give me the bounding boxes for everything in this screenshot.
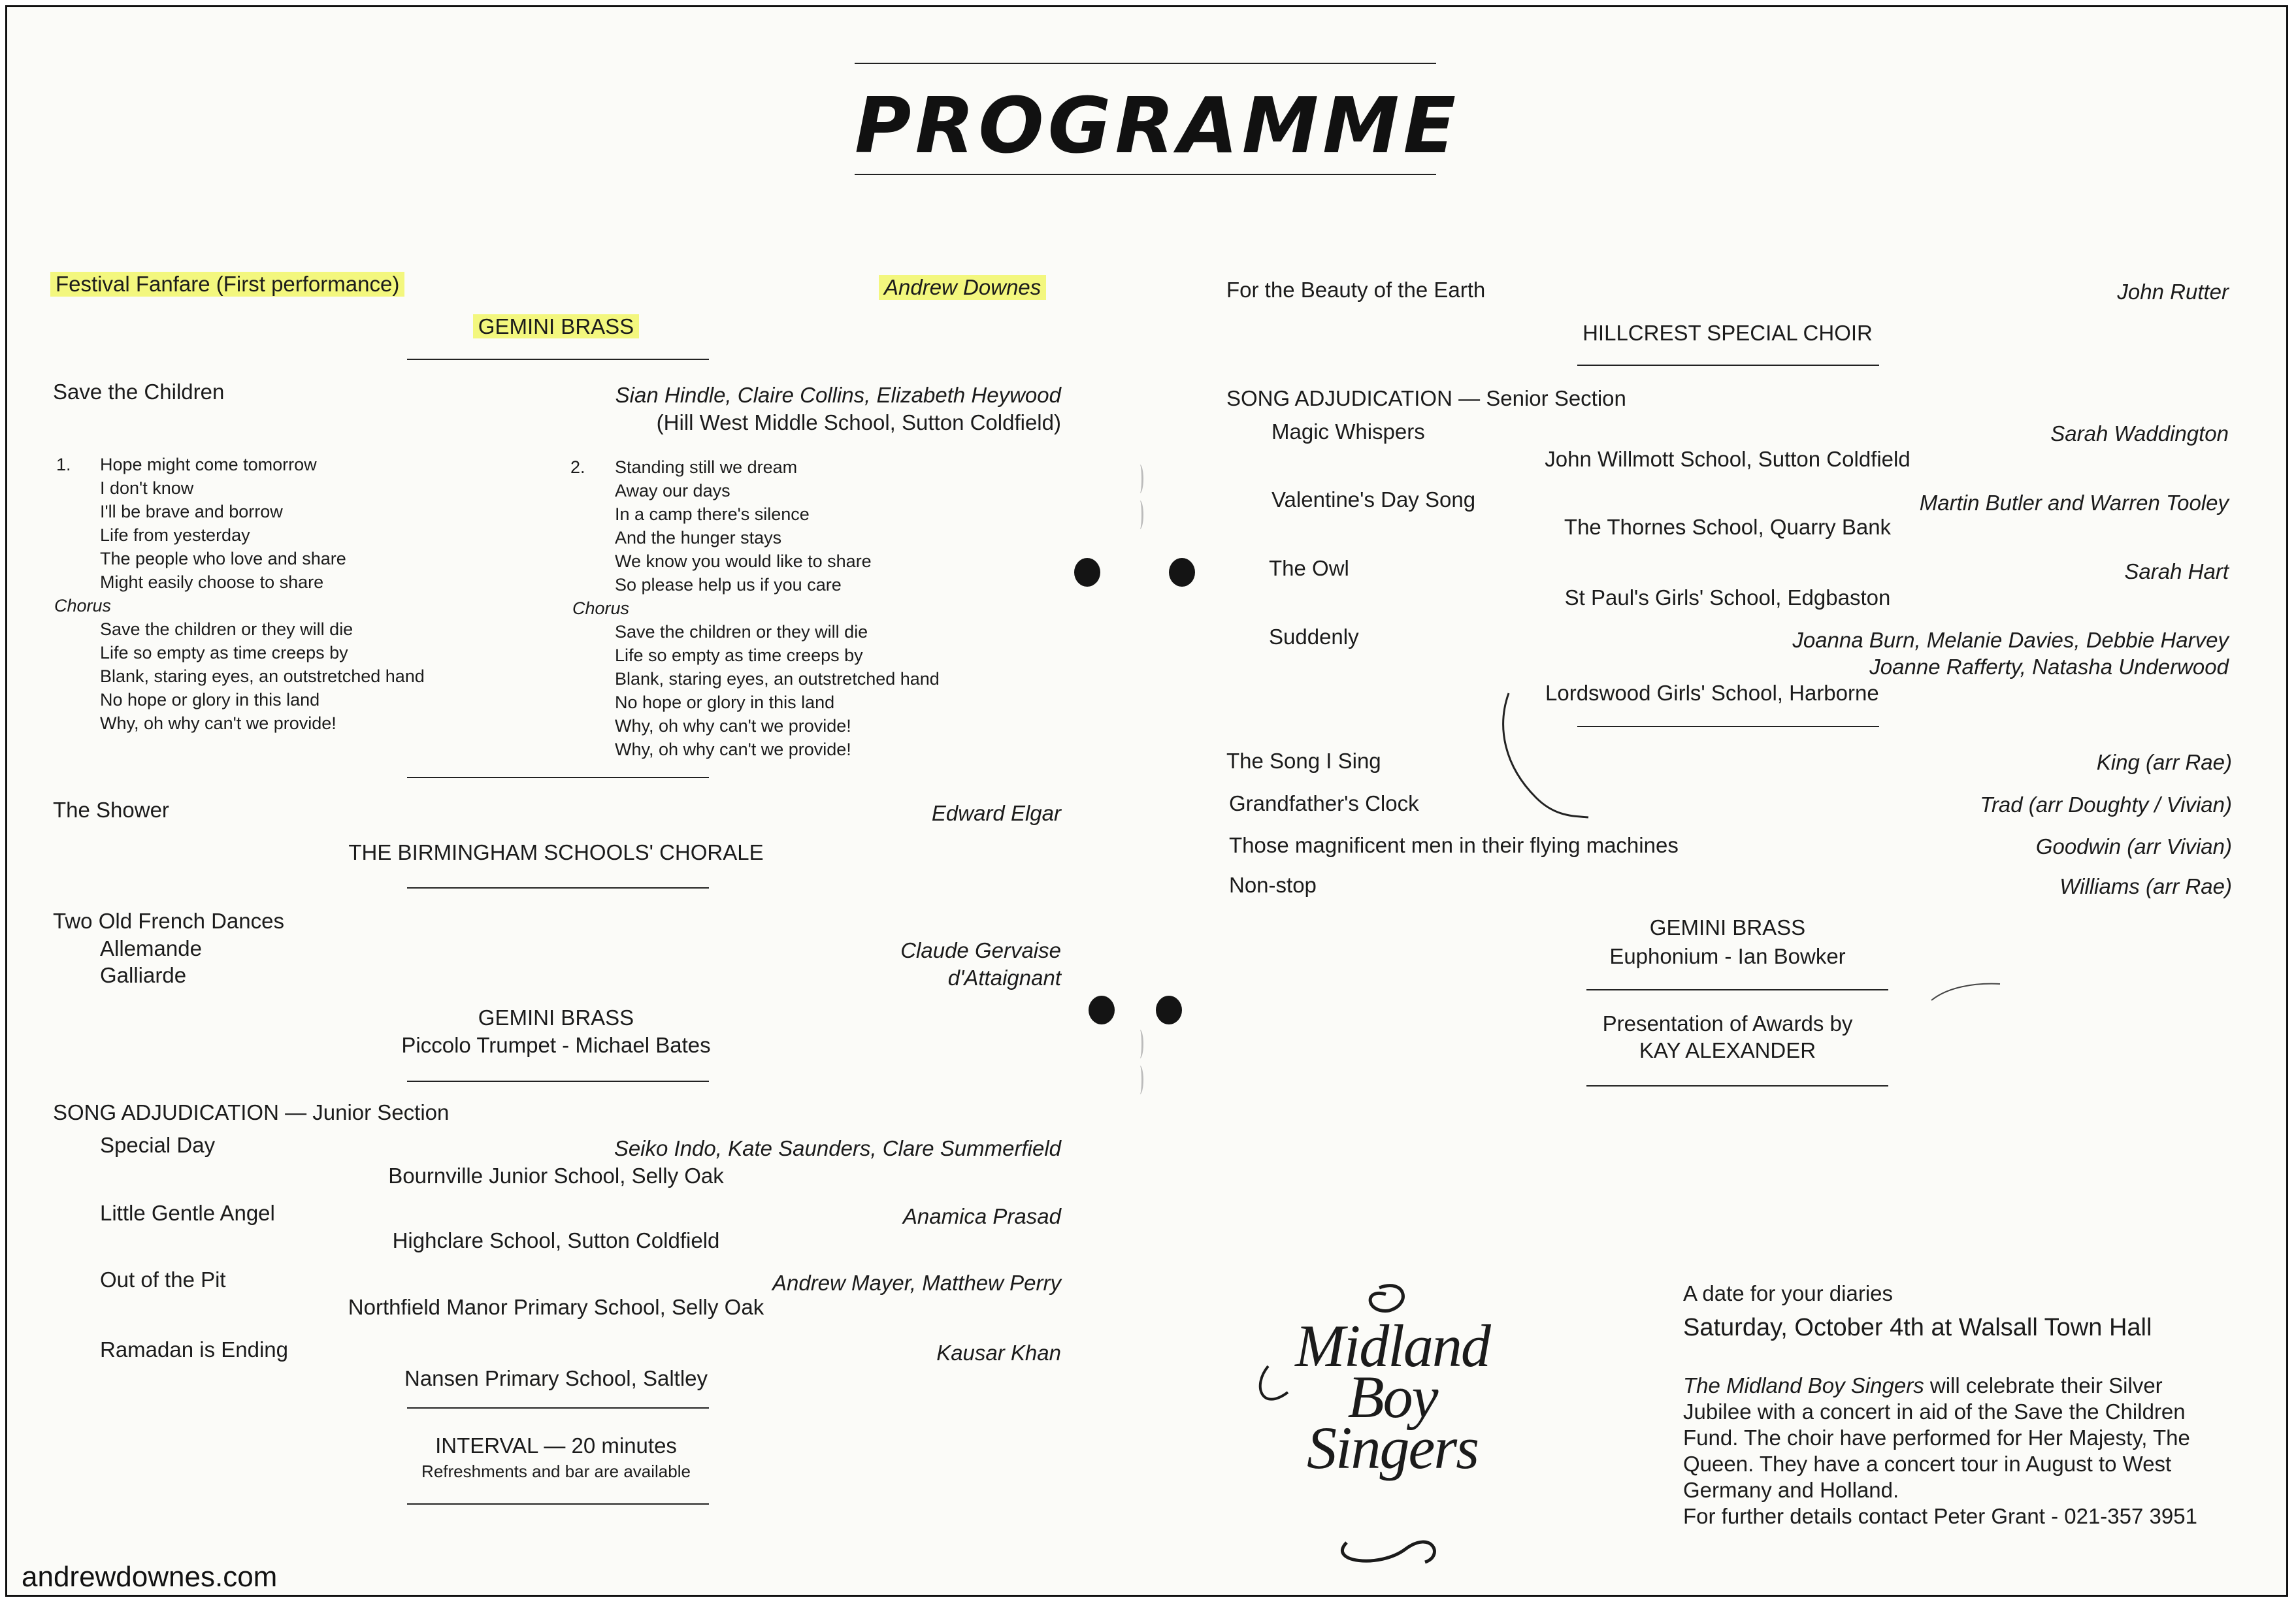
senior-song-school: John Willmott School, Sutton Coldfield: [1545, 447, 1911, 471]
diary-body: [1683, 1373, 2197, 1529]
fold-mark: [1136, 1066, 1143, 1094]
senior-song-composers-cont: Joanne Rafferty, Natasha Underwood: [1869, 655, 2229, 679]
senior-song-title: Valentine's Day Song: [1271, 487, 1476, 512]
diary-date: Saturday, October 4th at Walsall Town Hall: [1683, 1314, 2152, 1341]
choir-name: The Midland Boy Singers: [1683, 1373, 1924, 1398]
programme-sheet: [5, 5, 2288, 1597]
dances-title: Two Old French Dances: [53, 909, 284, 933]
divider: [1586, 1085, 1888, 1087]
save-school: (Hill West Middle School, Sutton Coldfield): [656, 410, 1061, 434]
diary-line: Germany and Holland.: [1683, 1478, 1899, 1502]
divider: [407, 1407, 709, 1409]
lyric-line: Save the children or they will die: [615, 622, 868, 642]
verse-1: [100, 453, 346, 594]
lyric-line: Away our days: [615, 481, 730, 500]
brass-set-title: Grandfather's Clock: [1229, 791, 1419, 815]
senior-song-title: Magic Whispers: [1271, 419, 1425, 444]
senior-song-school: Lordswood Girls' School, Harborne: [1545, 681, 1879, 705]
dances-soloist: Piccolo Trumpet - Michael Bates: [401, 1033, 711, 1057]
lyric-line: Blank, staring eyes, an outstretched hand: [100, 666, 425, 686]
beauty-title: For the Beauty of the Earth: [1226, 278, 1486, 302]
lyric-line: In a camp there's silence: [615, 504, 810, 524]
divider: [1586, 989, 1888, 990]
lyric-line: I'll be brave and borrow: [100, 502, 283, 521]
pencil-mark: [1928, 977, 2007, 1004]
senior-song-school: The Thornes School, Quarry Bank: [1564, 515, 1892, 539]
beauty-composer: John Rutter: [2117, 280, 2229, 304]
title-bottom-rule: [855, 174, 1436, 175]
divider: [407, 1081, 709, 1082]
website-watermark: andrewdownes.com: [22, 1561, 278, 1593]
junior-song-title: Little Gentle Angel: [100, 1201, 275, 1225]
divider: [407, 777, 709, 778]
lyric-line: And the hunger stays: [615, 528, 782, 548]
interval-title: INTERVAL — 20 minutes: [435, 1433, 677, 1458]
chorus-label: Chorus: [572, 598, 630, 618]
junior-song-school: Highclare School, Sutton Coldfield: [392, 1228, 720, 1252]
divider: [1577, 365, 1879, 366]
lyric-line: No hope or glory in this land: [100, 690, 320, 710]
lyric-line: I don't know: [100, 478, 194, 498]
brass-set-title: Non-stop: [1229, 873, 1317, 897]
fold-mark: [1136, 1030, 1143, 1058]
pencil-mark: [1490, 687, 1608, 830]
save-title: Save the Children: [53, 380, 225, 404]
junior-song-composers: Kausar Khan: [936, 1341, 1061, 1365]
logo-word: Singers: [1307, 1414, 1478, 1481]
senior-song-composers: Martin Butler and Warren Tooley: [1919, 491, 2229, 515]
lyric-line: Why, oh why can't we provide!: [615, 716, 851, 736]
title-top-rule: [855, 63, 1436, 64]
lyric-line: Blank, staring eyes, an outstretched hand: [615, 669, 940, 689]
awards-presenter: KAY ALEXANDER: [1639, 1038, 1816, 1062]
lyric-line: The people who love and share: [100, 549, 346, 568]
lyric-line: Standing still we dream: [615, 457, 798, 477]
dance-composer-2: d'Attaignant: [947, 966, 1061, 990]
shower-title: The Shower: [53, 798, 169, 822]
diary-line: Fund. The choir have performed for Her Majesty, The: [1683, 1426, 2190, 1450]
interval-note: Refreshments and bar are available: [421, 1462, 691, 1481]
lyric-line: We know you would like to share: [615, 551, 872, 571]
lyric-line: So please help us if you care: [615, 575, 842, 595]
junior-song-title: Special Day: [100, 1133, 216, 1157]
junior-song-school: Bournville Junior School, Selly Oak: [388, 1164, 724, 1188]
junior-song-composers: Andrew Mayer, Matthew Perry: [772, 1271, 1061, 1295]
brass-set-title: The Song I Sing: [1226, 749, 1381, 773]
dance-composer-1: Claude Gervaise: [900, 938, 1061, 962]
diary-line: Jubilee with a concert in aid of the Save the Children: [1683, 1399, 2186, 1424]
lyric-line: Why, oh why can't we provide!: [615, 740, 851, 759]
brass-set-composer: Trad (arr Doughty / Vivian): [1980, 793, 2232, 817]
lyric-line: Life so empty as time creeps by: [615, 646, 863, 665]
fold-mark: [1136, 500, 1143, 529]
diary-line: Queen. They have a concert tour in August to West: [1683, 1452, 2172, 1476]
fanfare-composer: Andrew Downes: [879, 275, 1046, 300]
chorus-2: [615, 620, 940, 761]
divider: [1577, 726, 1879, 727]
senior-song-school: St Paul's Girls' School, Edgbaston: [1564, 585, 1891, 610]
chorus-label: Chorus: [54, 596, 112, 615]
senior-song-composers: Sarah Waddington: [2050, 421, 2229, 446]
brass-set-composer: Williams (arr Rae): [2059, 874, 2232, 898]
diary-intro: A date for your diaries: [1683, 1281, 1894, 1305]
brass-set-composer: King (arr Rae): [2096, 750, 2232, 774]
lyric-line: Hope might come tomorrow: [100, 455, 317, 474]
dances-performer: GEMINI BRASS: [478, 1005, 634, 1030]
shower-performer: THE BIRMINGHAM SCHOOLS' CHORALE: [348, 840, 764, 864]
diary-line: will celebrate their Silver: [1924, 1373, 2163, 1398]
midland-boy-singers-logo: [1249, 1275, 1536, 1569]
verse-2: [615, 455, 872, 597]
fold-mark: [1136, 465, 1143, 493]
junior-song-school: Nansen Primary School, Saltley: [404, 1366, 708, 1390]
junior-song-title: Ramadan is Ending: [100, 1337, 289, 1362]
senior-song-composers: Joanna Burn, Melanie Davies, Debbie Harvey: [1792, 628, 2229, 652]
binder-hole: [1089, 996, 1115, 1024]
senior-heading: SONG ADJUDICATION — Senior Section: [1226, 386, 1626, 410]
lyric-line: Life from yesterday: [100, 525, 250, 545]
beauty-performer: HILLCREST SPECIAL CHOIR: [1583, 321, 1873, 345]
junior-heading: SONG ADJUDICATION — Junior Section: [53, 1100, 450, 1124]
senior-song-title: The Owl: [1269, 556, 1349, 580]
brass-soloist: Euphonium - Ian Bowker: [1609, 944, 1846, 968]
binder-hole: [1169, 558, 1195, 587]
dance-1: Allemande: [100, 936, 202, 960]
page-title: PROGRAMME: [855, 80, 1460, 171]
fanfare-title: Festival Fanfare (First performance): [50, 272, 404, 297]
brass-set-title: Those magnificent men in their flying machines: [1229, 833, 1679, 857]
dance-2: Galliarde: [100, 963, 187, 987]
verse-1-number: 1.: [56, 455, 71, 474]
verse-2-number: 2.: [570, 457, 585, 477]
fanfare-performer: GEMINI BRASS: [406, 314, 706, 339]
lyric-line: No hope or glory in this land: [615, 693, 835, 712]
brass-performer: GEMINI BRASS: [1649, 915, 1806, 940]
divider: [407, 1503, 709, 1505]
awards-line-1: Presentation of Awards by: [1602, 1011, 1853, 1036]
divider: [407, 887, 709, 889]
junior-song-school: Northfield Manor Primary School, Selly Oak: [348, 1295, 764, 1319]
lyric-line: Might easily choose to share: [100, 572, 324, 592]
shower-composer: Edward Elgar: [931, 801, 1061, 825]
brass-set-composer: Goodwin (arr Vivian): [2035, 834, 2232, 858]
chorus-1: [100, 617, 425, 735]
lyric-line: Save the children or they will die: [100, 619, 353, 639]
senior-song-title: Suddenly: [1269, 625, 1359, 649]
lyric-line: Why, oh why can't we provide!: [100, 713, 336, 733]
diary-contact: For further details contact Peter Grant - 021-357 3951: [1683, 1504, 2197, 1528]
save-composers: Sian Hindle, Claire Collins, Elizabeth Heywood: [615, 383, 1061, 407]
junior-song-composers: Anamica Prasad: [902, 1204, 1061, 1228]
lyric-line: Life so empty as time creeps by: [100, 643, 348, 662]
senior-song-composers: Sarah Hart: [2124, 559, 2229, 583]
binder-hole: [1074, 558, 1100, 587]
divider: [407, 359, 709, 360]
junior-song-composers: Seiko Indo, Kate Saunders, Clare Summerfield: [614, 1136, 1061, 1160]
junior-song-title: Out of the Pit: [100, 1267, 226, 1292]
binder-hole: [1156, 996, 1182, 1024]
logo-word: Midland: [1295, 1313, 1490, 1379]
logo-word: Boy: [1347, 1364, 1437, 1430]
